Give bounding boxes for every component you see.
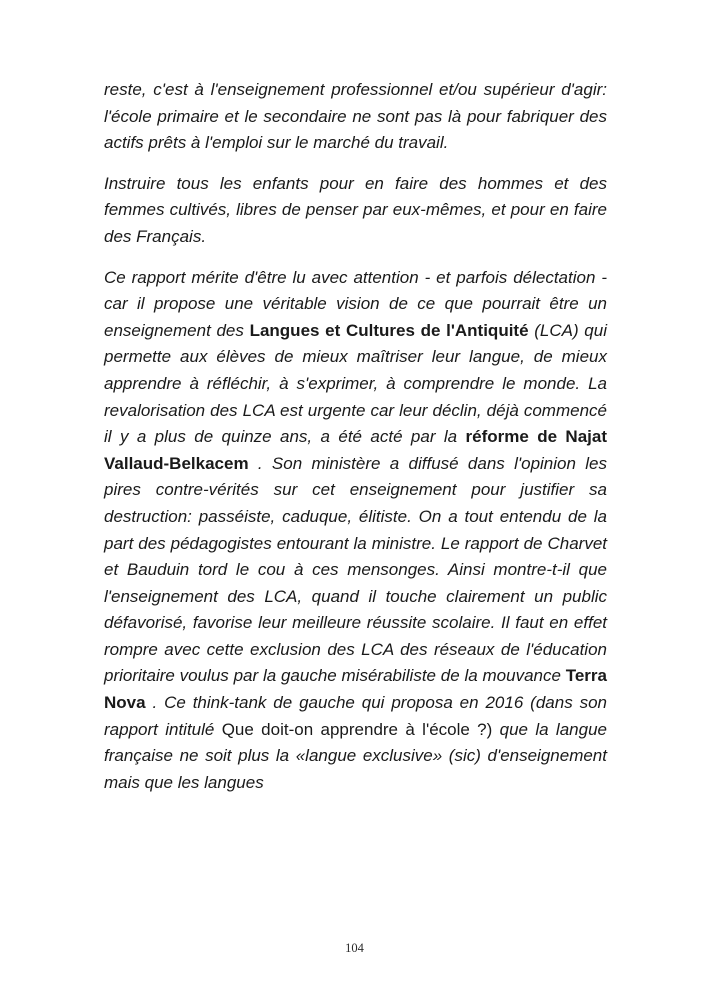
text-run: réforme de Najat Vallaud-Belkacem	[104, 427, 607, 473]
text-run: (LCA) qui permette aux élèves de mieux maîtriser leur langue, de mieux apprendre à réfléchir, à s'exprimer, à comprendre le monde. La revalorisation des LCA est urgente car leur déclin, déjà commencé il y a plus de quinze ans, a été acté par la	[104, 320, 607, 447]
paragraph	[104, 77, 607, 157]
text-run: . Son ministère a diffusé dans l'opinion les pires contre-vérités sur cet enseignement pour justifier sa destruction: passéiste, caduque, élitiste. On a tout entendu de la part des pédagogistes entourant la ministre. Le rapport de Charvet et Bauduin tord le cou à ces mensonges. Ainsi montre-t-il que l'enseignement des LCA, quand il touche clairement un public défavorisé, favorise leur meilleure réussite scolaire. Il faut en effet rompre avec cette exclusion des LCA des réseaux de l'éducation prioritaire voulus par la gauche misérabiliste de la mouvance	[104, 453, 607, 686]
text-run: Langues et Cultures de l'Antiquité	[249, 320, 529, 340]
text-run: Ce rapport mérite d'être lu avec attention - et parfois délectation - car il propose une véritable vision de ce que pourrait être un enseignement des	[104, 267, 607, 340]
text-run: que la langue française ne soit plus la «langue exclusive» (sic) d'enseignement mais que les langues	[104, 719, 607, 792]
text-run: reste, c'est à l'enseignement professionnel et/ou supérieur d'agir: l'école primaire et le secondaire ne sont pas là pour fabriquer des actifs prêts à l'emploi sur le marché du travail.	[104, 80, 607, 153]
page-number: 104	[345, 941, 364, 955]
text-block	[104, 77, 607, 810]
text-run: . Ce think-tank de gauche qui proposa en 2016 (dans son rapport intitulé	[104, 693, 607, 739]
text-run: Terra Nova	[104, 666, 607, 713]
text-run: Instruire tous les enfants pour en faire des hommes et des femmes cultivés, libres de penser par eux-mêmes, et pour en faire des Français.	[104, 173, 607, 246]
paragraph	[104, 265, 607, 797]
paragraph	[104, 171, 607, 251]
text-run: Que doit-on apprendre à l'école ?)	[221, 719, 493, 739]
